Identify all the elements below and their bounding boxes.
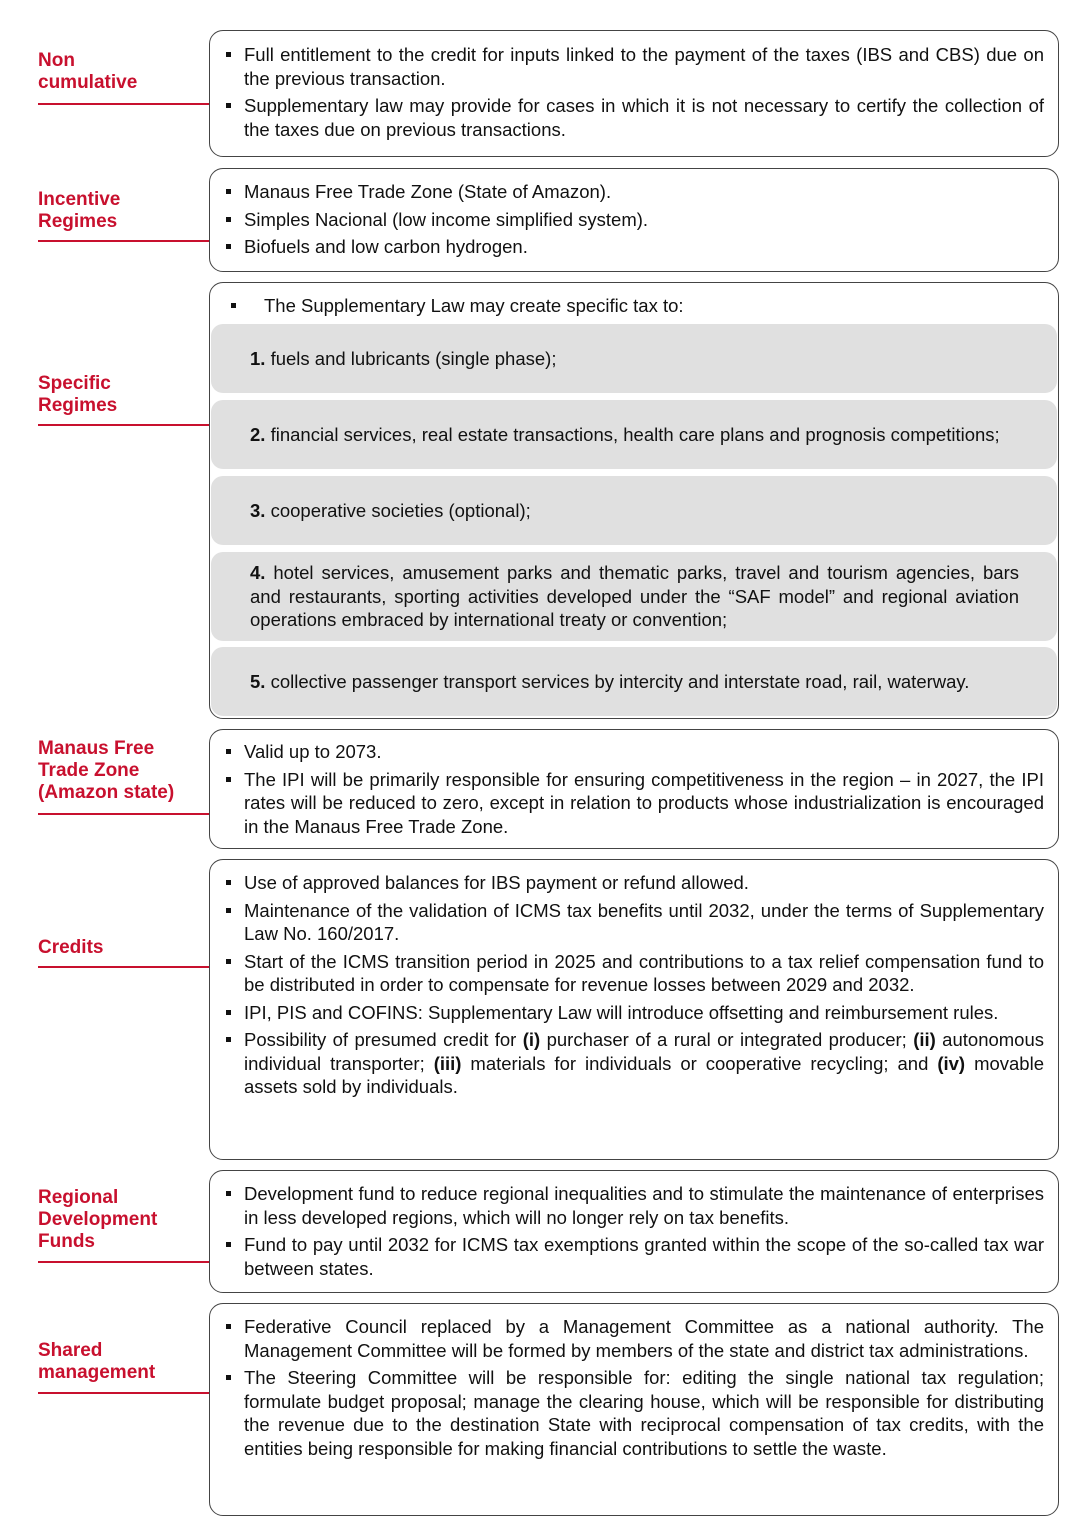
bullet-item: Development fund to reduce regional inequalities and to stimulate the maintenance of enterprises in less developed regions, which will no longer rely on tax benefits.	[244, 1183, 1044, 1228]
item-number: 1.	[250, 347, 266, 369]
regime-item	[211, 324, 1057, 393]
regime-item	[211, 647, 1057, 716]
bullet-item: Possibility of presumed credit for (i) purchaser of a rural or integrated producer; (ii) autonomous individual transporter; (iii) materials for individuals or cooperative recycling; and (iv) movable assets sold by individuals.	[244, 1029, 1045, 1097]
label-underline	[38, 103, 210, 105]
bullet-list	[210, 730, 1058, 852]
bullet-item: Federative Council replaced by a Management Committee as a national authority. The Management Committee will be formed by members of the state and district tax administrations.	[244, 1316, 1044, 1361]
bullet-item: Valid up to 2073.	[244, 740, 1044, 764]
bullet-list	[210, 1171, 1058, 1294]
bullet-item: Simples Nacional (low income simplified system).	[244, 208, 1044, 232]
bullet-list	[210, 860, 1058, 1113]
bullet-item: The Steering Committee will be responsible for: editing the single national tax regulation; formulate budget proposal; manage the clearing house, which will be responsible for distributing the revenue due to the destination State with reciprocal compensation of tax credits, with the entities being responsible for making financial contributions to settle the waste.	[244, 1367, 1044, 1459]
content-box	[209, 1303, 1059, 1516]
label-underline	[38, 1392, 210, 1394]
bullet-item: Fund to pay until 2032 for ICMS tax exemptions granted within the scope of the so-called tax war between states.	[244, 1234, 1044, 1279]
section-label: Regional Development Funds	[38, 1187, 158, 1252]
section-label: Specific Regimes	[38, 373, 118, 416]
bullet-item: Maintenance of the validation of ICMS tax benefits until 2032, under the terms of Supplementary Law No. 160/2017.	[244, 899, 1044, 944]
label-underline	[38, 813, 210, 815]
regime-item	[211, 552, 1057, 641]
content-box	[209, 1170, 1059, 1293]
item-text: hotel services, amusement parks and thematic parks, travel and tourism agencies, bars and restaurants, sporting activities developed under the “SAF model” and regional aviation operations embraced by international treaty or convention;	[250, 562, 1019, 631]
bullet-item: Biofuels and low carbon hydrogen.	[244, 235, 1044, 259]
content-box	[209, 30, 1059, 157]
bullet-item: Use of approved balances for IBS payment or refund allowed.	[244, 871, 1044, 895]
label-underline	[38, 966, 210, 968]
item-number: 3.	[250, 499, 266, 521]
label-underline	[38, 1261, 210, 1263]
bullet-list	[210, 1304, 1058, 1474]
bullet-item: IPI, PIS and COFINS: Supplementary Law will introduce offsetting and reimbursement rules.	[244, 1001, 1044, 1025]
content-box	[209, 859, 1059, 1160]
bullet-item: The IPI will be primarily responsible for ensuring competitiveness in the region – in 2027, the IPI rates will be reduced to zero, except in relation to products whose industrialization is encouraged in the Manaus Free Trade Zone.	[244, 768, 1044, 837]
item-number: 5.	[250, 670, 266, 692]
content-box	[209, 282, 1059, 719]
section-label: Manaus Free Trade Zone (Amazon state)	[38, 738, 175, 803]
item-text: fuels and lubricants (single phase);	[265, 347, 557, 369]
item-number: 2.	[250, 423, 266, 445]
content-box	[209, 729, 1059, 849]
section-label: Shared management	[38, 1340, 156, 1383]
section-label: Incentive Regimes	[38, 189, 121, 232]
bullet-list	[210, 169, 1058, 273]
bullet-list	[210, 31, 1058, 155]
item-text: collective passenger transport services by intercity and interstate road, rail, waterway.	[265, 670, 970, 692]
bullet-item: Start of the ICMS transition period in 2025 and contributions to a tax relief compensation fund to be distributed in order to compensate for revenue losses between 2029 and 2032.	[244, 950, 1044, 995]
item-text: financial services, real estate transactions, health care plans and prognosis competitions;	[265, 423, 1000, 445]
bullet-item: Supplementary law may provide for cases in which it is not necessary to certify the collection of the taxes due on previous transactions.	[244, 95, 1044, 140]
section-label: Non cumulative	[38, 50, 138, 93]
bullet-item: Full entitlement to the credit for inputs linked to the payment of the taxes (IBS and CBS) due on the previous transaction.	[244, 44, 1044, 89]
regime-item	[211, 400, 1057, 469]
label-underline	[38, 424, 210, 426]
section-label: Credits	[38, 937, 104, 958]
content-box	[209, 168, 1059, 272]
regime-item	[211, 476, 1057, 545]
item-text: cooperative societies (optional);	[265, 499, 531, 521]
label-underline	[38, 240, 210, 242]
bullet-item: Manaus Free Trade Zone (State of Amazon).	[244, 180, 1044, 204]
item-number: 4.	[250, 562, 266, 584]
intro-text: The Supplementary Law may create specific tax to:	[210, 283, 1058, 318]
